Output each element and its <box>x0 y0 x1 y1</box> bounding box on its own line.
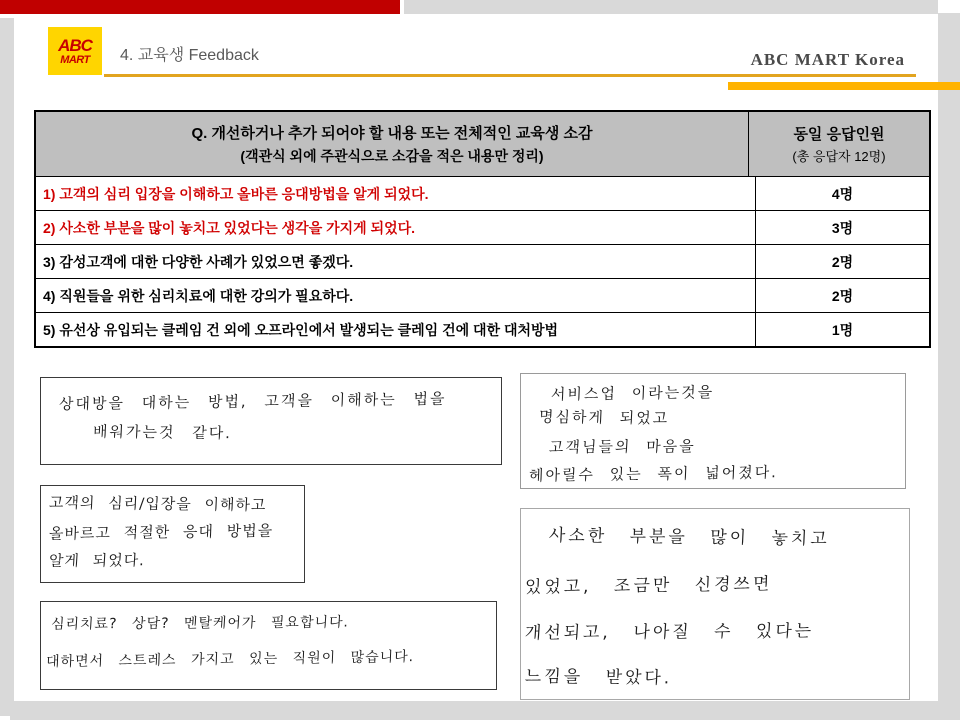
handwritten-note-3 <box>40 601 497 690</box>
abc-mart-logo <box>48 27 102 75</box>
handwritten-note-4 <box>520 373 906 489</box>
brand-text: ABC MART Korea <box>750 50 905 69</box>
table-row <box>36 279 929 313</box>
count-header-line2: (총 응답자 12명) <box>792 149 886 164</box>
top-red-bar <box>0 0 400 14</box>
row-count: 4명 <box>831 185 854 202</box>
row-text: 3) 감성고객에 대한 다양한 사례가 있었으면 좋겠다. <box>36 245 756 278</box>
note-line: 명심하게 되었고 <box>538 407 670 428</box>
logo-text-bottom: MART <box>60 53 90 66</box>
note-line: 알게 되었다. <box>48 551 146 570</box>
note-line: 느낌을 받았다. <box>524 666 673 689</box>
handwritten-note-5 <box>520 508 910 700</box>
note-line: 사소한 부분을 많이 놓치고 <box>548 525 831 550</box>
logo-text-top: ABC <box>58 35 92 55</box>
question-header-line1: Q. 개선하거나 추가 되어야 할 내용 또는 전체적인 교육생 소감 <box>191 125 593 142</box>
table-header-row <box>36 112 929 177</box>
note-line: 개선되고, 나아질 수 있다는 <box>524 621 815 644</box>
row-count: 2명 <box>831 287 854 304</box>
table-row <box>36 211 929 245</box>
note-line: 심리치료? 상담? 멘탈케어가 필요합니다. <box>50 614 350 633</box>
table-header-count <box>749 112 929 176</box>
row-count: 1명 <box>831 321 854 338</box>
count-header-line1: 동일 응답인원 <box>793 126 885 143</box>
header-accent-bar <box>728 82 960 90</box>
feedback-table <box>34 110 931 348</box>
left-gray-strip <box>0 18 14 716</box>
note-line: 고객의 심리/입장을 이해하고 <box>48 493 267 515</box>
note-line: 있었고, 조금만 신경쓰면 <box>524 574 773 598</box>
row-text: 5) 유선상 유입되는 클레임 건 외에 오프라인에서 발생되는 클레임 건에 대한 대처방법 <box>36 313 756 346</box>
note-line: 상대방을 대하는 방법, 고객을 이해하는 법을 <box>58 389 447 414</box>
note-line: 올바르고 적절한 응대 방법을 <box>48 521 274 543</box>
note-line: 헤아릴수 있는 폭이 넓어졌다. <box>528 463 779 485</box>
table-header-question <box>36 112 749 176</box>
header-divider-line <box>104 74 916 77</box>
table-row <box>36 313 929 346</box>
row-text: 1) 고객의 심리 입장을 이해하고 올바른 응대방법을 알게 되었다. <box>36 177 756 210</box>
note-line: 서비스업 이라는것을 <box>550 383 715 404</box>
note-line: 배워가는것 같다. <box>92 422 233 443</box>
right-gray-strip <box>938 13 960 720</box>
top-gray-bar <box>404 0 938 14</box>
bottom-gray-strip <box>10 701 960 720</box>
handwritten-note-2 <box>40 485 305 583</box>
table-row <box>36 177 929 211</box>
note-line: 대하면서 스트레스 가지고 있는 직원이 많습니다. <box>45 648 415 671</box>
row-count: 3명 <box>831 219 854 236</box>
row-text: 2) 사소한 부분을 많이 놓치고 있었다는 생각을 가지게 되었다. <box>36 211 756 244</box>
question-header-line2: (객관식 외에 주관식으로 소감을 적은 내용만 정리) <box>240 148 544 164</box>
handwritten-note-1 <box>40 377 502 465</box>
page-title: 4. 교육생 Feedback <box>120 47 259 64</box>
row-count: 2명 <box>831 253 854 270</box>
row-text: 4) 직원들을 위한 심리치료에 대한 강의가 필요하다. <box>36 279 756 312</box>
table-row <box>36 245 929 279</box>
note-line: 고객님들의 마음을 <box>548 437 697 457</box>
